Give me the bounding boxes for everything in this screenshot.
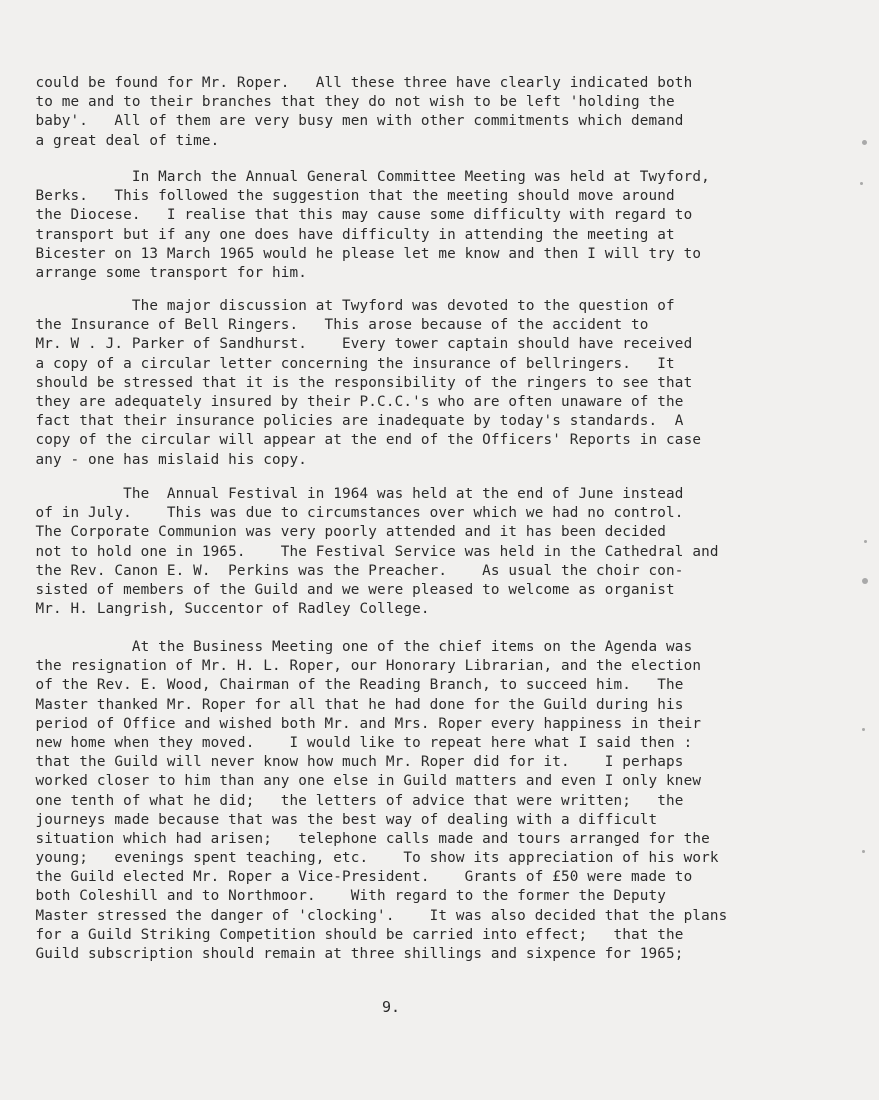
margin-mark (862, 850, 865, 853)
paragraph-4 (18, 485, 818, 619)
text-line: of the Rev. E. Wood, Chairman of the Reading Branch, to succeed him. The (18, 677, 684, 694)
text-line: one tenth of what he did; the letters of advice that were written; the (18, 792, 684, 809)
paragraph-5 (18, 638, 818, 964)
margin-mark (862, 140, 867, 145)
text-line: could be found for Mr. Roper. All these three have clearly indicated both (18, 75, 693, 91)
text-line: baby'. All of them are very busy men with other commitments which demand (18, 113, 684, 130)
text-line: arrange some transport for him. (18, 264, 307, 281)
text-line: to me and to their branches that they do not wish to be left 'holding the (18, 94, 675, 111)
text-line: the Diocese. I realise that this may cause some difficulty with regard to (18, 207, 693, 224)
text-line: sisted of members of the Guild and we were pleased to welcome as organist (18, 581, 675, 598)
text-line: the Rev. Canon E. W. Perkins was the Preacher. As usual the choir con- (18, 562, 684, 579)
text-line: any - one has mislaid his copy. (18, 451, 307, 468)
text-line: a great deal of time. (18, 132, 220, 149)
text-line: At the Business Meeting one of the chief items on the Agenda was (18, 639, 693, 655)
paragraph-3 (18, 297, 818, 470)
text-line: Bicester on 13 March 1965 would he please let me know and then I will try to (18, 245, 702, 262)
text-line: copy of the circular will appear at the end of the Officers' Reports in case (18, 432, 702, 449)
text-line: both Coleshill and to Northmoor. With regard to the former the Deputy (18, 888, 667, 905)
margin-mark (864, 540, 867, 543)
text-line: Berks. This followed the suggestion that the meeting should move around (18, 188, 675, 205)
page-number: 9. (382, 998, 401, 1016)
text-line: The major discussion at Twyford was devoted to the question of (18, 298, 675, 314)
text-line: The Corporate Communion was very poorly attended and it has been decided (18, 524, 667, 541)
text-line: Guild subscription should remain at three shillings and sixpence for 1965; (18, 946, 684, 962)
text-line: period of Office and wished both Mr. and Mrs. Roper every happiness in their (18, 715, 702, 732)
text-line: Mr. W . J. Parker of Sandhurst. Every tower captain should have received (18, 336, 693, 353)
paragraph-2 (18, 168, 818, 283)
text-line: not to hold one in 1965. The Festival Service was held in the Cathedral and (18, 543, 719, 560)
text-line: Mr. H. Langrish, Succentor of Radley College. (18, 601, 430, 618)
text-line: that the Guild will never know how much Mr. Roper did for it. I perhaps (18, 754, 684, 771)
text-line: fact that their insurance policies are inadequate by today's standards. A (18, 413, 684, 430)
margin-mark (862, 578, 868, 584)
text-line: should be stressed that it is the responsibility of the ringers to see that (18, 374, 693, 391)
text-line: worked closer to him than any one else in Guild matters and even I only knew (18, 773, 702, 790)
text-line: young; evenings spent teaching, etc. To show its appreciation of his work (18, 850, 719, 867)
text-line: transport but if any one does have difficulty in attending the meeting at (18, 226, 675, 243)
margin-mark (862, 728, 865, 731)
text-line: a copy of a circular letter concerning the insurance of bellringers. It (18, 355, 675, 372)
text-line: they are adequately insured by their P.C.C.'s who are often unaware of the (18, 393, 684, 410)
text-line: The Annual Festival in 1964 was held at the end of June instead (18, 486, 684, 502)
text-line: the resignation of Mr. H. L. Roper, our Honorary Librarian, and the election (18, 658, 702, 675)
text-line: In March the Annual General Committee Meeting was held at Twyford, (18, 169, 710, 185)
text-line: Master thanked Mr. Roper for all that he had done for the Guild during his (18, 696, 684, 713)
text-line: journeys made because that was the best way of dealing with a difficult (18, 811, 658, 828)
text-line: the Guild elected Mr. Roper a Vice-President. Grants of £50 were made to (18, 869, 693, 886)
text-line: new home when they moved. I would like to repeat here what I said then : (18, 734, 693, 751)
text-line: of in July. This was due to circumstances over which we had no control. (18, 505, 684, 522)
text-line: for a Guild Striking Competition should be carried into effect; that the (18, 926, 684, 943)
text-line: situation which had arisen; telephone calls made and tours arranged for the (18, 830, 710, 847)
text-line: Master stressed the danger of 'clocking'. It was also decided that the plans (18, 907, 728, 924)
text-line: the Insurance of Bell Ringers. This arose because of the accident to (18, 317, 649, 334)
paragraph-1 (18, 74, 818, 151)
margin-mark (860, 182, 863, 185)
